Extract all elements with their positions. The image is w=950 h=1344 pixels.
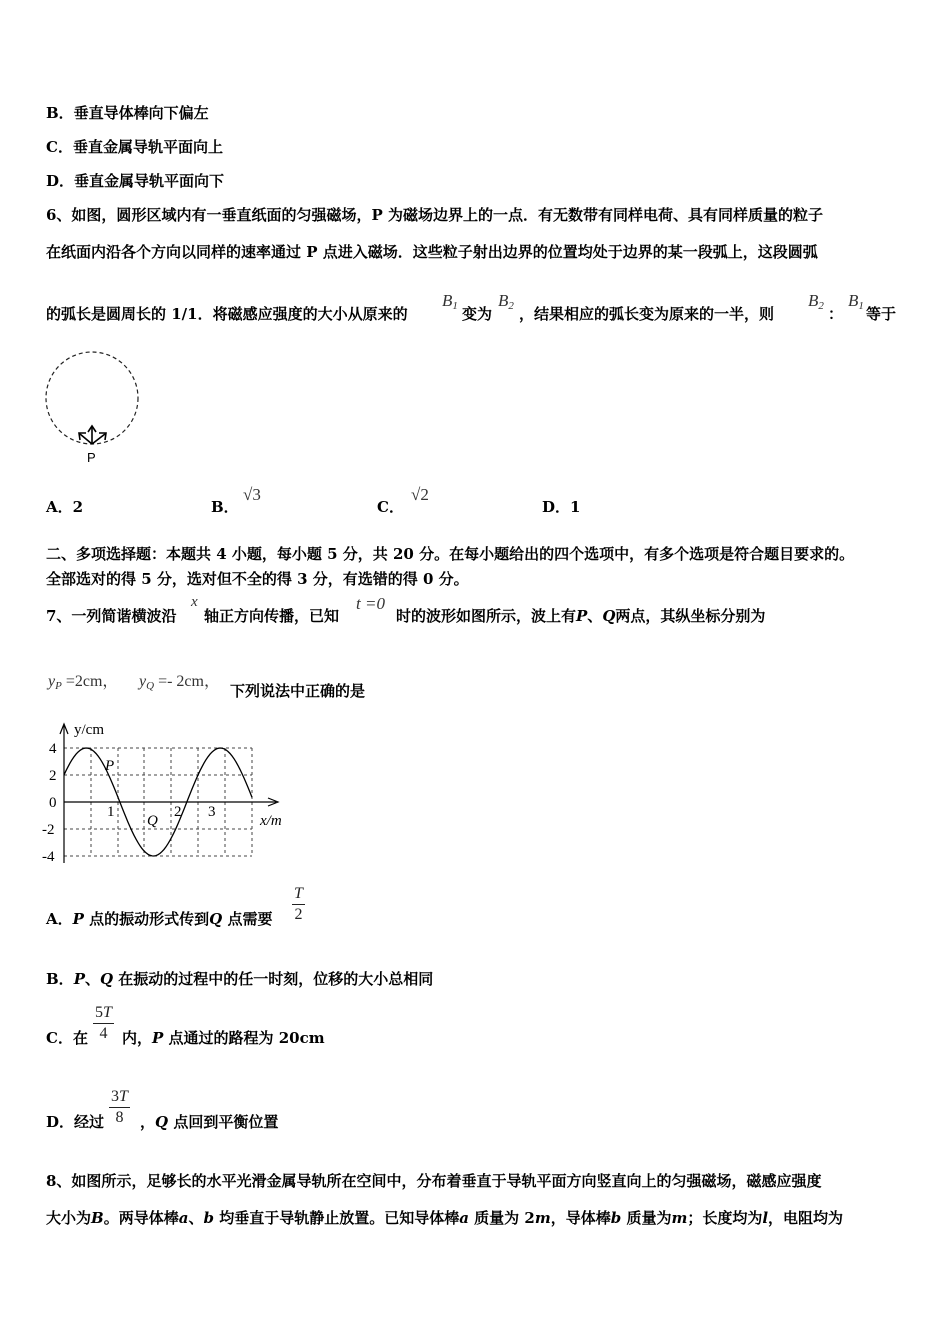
point-p-label: P	[105, 758, 115, 774]
point-q-label: Q	[147, 813, 158, 829]
q6-line-3-b: 变为	[462, 305, 493, 323]
q6-ratio-b1: $B_1$	[848, 291, 864, 312]
q8-line-2: 大小为B。两导体棒a、b 均垂直于导轨静止放置。已知导体棒a 质量为 2m，导体棒b 质量为m；长度均为l，电阻均为	[46, 1209, 844, 1227]
section-2-heading-line-1: 二、多项选择题：本题共 4 小题，每小题 5 分，共 20 分。在每小题给出的四个选项中，有多个选项是符合题目要求的。	[46, 545, 855, 563]
q6-option-c-value: √2	[411, 485, 429, 504]
q5-option-b: B．垂直导体棒向下偏左	[46, 104, 209, 122]
q7-option-d-post: ，Q 点回到平衡位置	[140, 1113, 279, 1131]
x-tick-2: 2	[174, 804, 182, 820]
q8-line-1: 8、如图所示，足够长的水平光滑金属导轨所在空间中，分布着垂直于导轨平面方向竖直向上的匀强磁场，磁感应强度	[46, 1172, 822, 1190]
q7-line-2-tail: 下列说法中正确的是	[230, 682, 366, 700]
q7-line-1-a: 7、一列简谐横波沿	[46, 607, 177, 625]
y-tick-4: 4	[49, 741, 57, 757]
q6-line-3-d: 等于	[866, 305, 897, 323]
q7-option-d-pre: D．经过	[46, 1113, 105, 1131]
y-tick-neg-2: -2	[42, 822, 55, 838]
velocity-arrows-icon	[79, 426, 106, 444]
q6-option-b-value: √3	[243, 485, 261, 504]
q6-line-3-a: 的弧长是圆周长的 1/1．将磁感应强度的大小从原来的	[46, 305, 408, 323]
q7-option-b: B．P、Q 在振动的过程中的任一时刻，位移的大小总相同	[46, 970, 434, 988]
q7-option-a-fraction: $\frac{T}{2}$	[294, 885, 303, 923]
q6-line-3-c: ，结果相应的弧长变为原来的一半，则	[519, 305, 775, 323]
y-tick-2: 2	[49, 768, 57, 784]
x-tick-3: 3	[208, 804, 216, 820]
q6-b2-symbol: $B_2$	[498, 291, 514, 312]
x-tick-1: 1	[107, 804, 115, 820]
q7-option-c-fraction: $\frac{5T}{4}$	[95, 1004, 112, 1042]
q6-option-d: D．1	[542, 498, 581, 516]
y-tick-neg-4: -4	[42, 849, 55, 865]
q7-yp-expression: $y_P =2cm$，	[48, 673, 119, 692]
q6-option-b-label: B．	[211, 498, 239, 516]
q6-circle-figure	[40, 345, 150, 470]
q7-line-1-c: 时的波形如图所示，波上有P、Q两点，其纵坐标分别为	[396, 607, 766, 625]
q6-b1-symbol: $B_1$	[442, 291, 458, 312]
q6-ratio-separator: ：	[828, 305, 844, 323]
q6-option-a: A．2	[46, 498, 84, 516]
q7-t-equals-0: t =0	[356, 594, 385, 613]
q6-ratio-b2: $B_2$	[808, 291, 824, 312]
q7-line-1-b: 轴正方向传播，已知	[204, 607, 340, 625]
q7-option-c-pre: C．在	[46, 1029, 88, 1047]
section-2-heading-line-2: 全部选对的得 5 分，选对但不全的得 3 分，有选错的得 0 分。	[46, 570, 469, 588]
q6-line-2: 在纸面内沿各个方向以同样的速率通过 P 点进入磁场．这些粒子射出边界的位置均处于边界的某一段弧上，这段圆弧	[46, 243, 818, 261]
q7-option-d-fraction: $\frac{3T}{8}$	[111, 1088, 128, 1126]
q6-option-c-label: C．	[377, 498, 404, 516]
q7-option-c-post: 内，P 点通过的路程为 20cm	[122, 1029, 325, 1047]
point-p-label: P	[87, 450, 96, 465]
q7-yq-expression: $y_Q =- 2cm$，	[139, 673, 220, 692]
q6-line-1: 6、如图，圆形区域内有一垂直纸面的匀强磁场，P 为磁场边界上的一点．有无数带有同样电荷、具有同样质量的粒子	[46, 206, 823, 224]
y-tick-0: 0	[49, 795, 57, 811]
q7-var-x: x	[191, 594, 198, 610]
y-axis-label: y/cm	[74, 722, 104, 738]
q7-wave-graph	[40, 718, 300, 868]
q5-option-d: D．垂直金属导轨平面向下	[46, 172, 225, 190]
q7-option-a: A．P 点的振动形式传到Q 点需要	[46, 910, 273, 928]
x-axis-label: x/m	[260, 813, 282, 829]
q5-option-c: C．垂直金属导轨平面向上	[46, 138, 223, 156]
